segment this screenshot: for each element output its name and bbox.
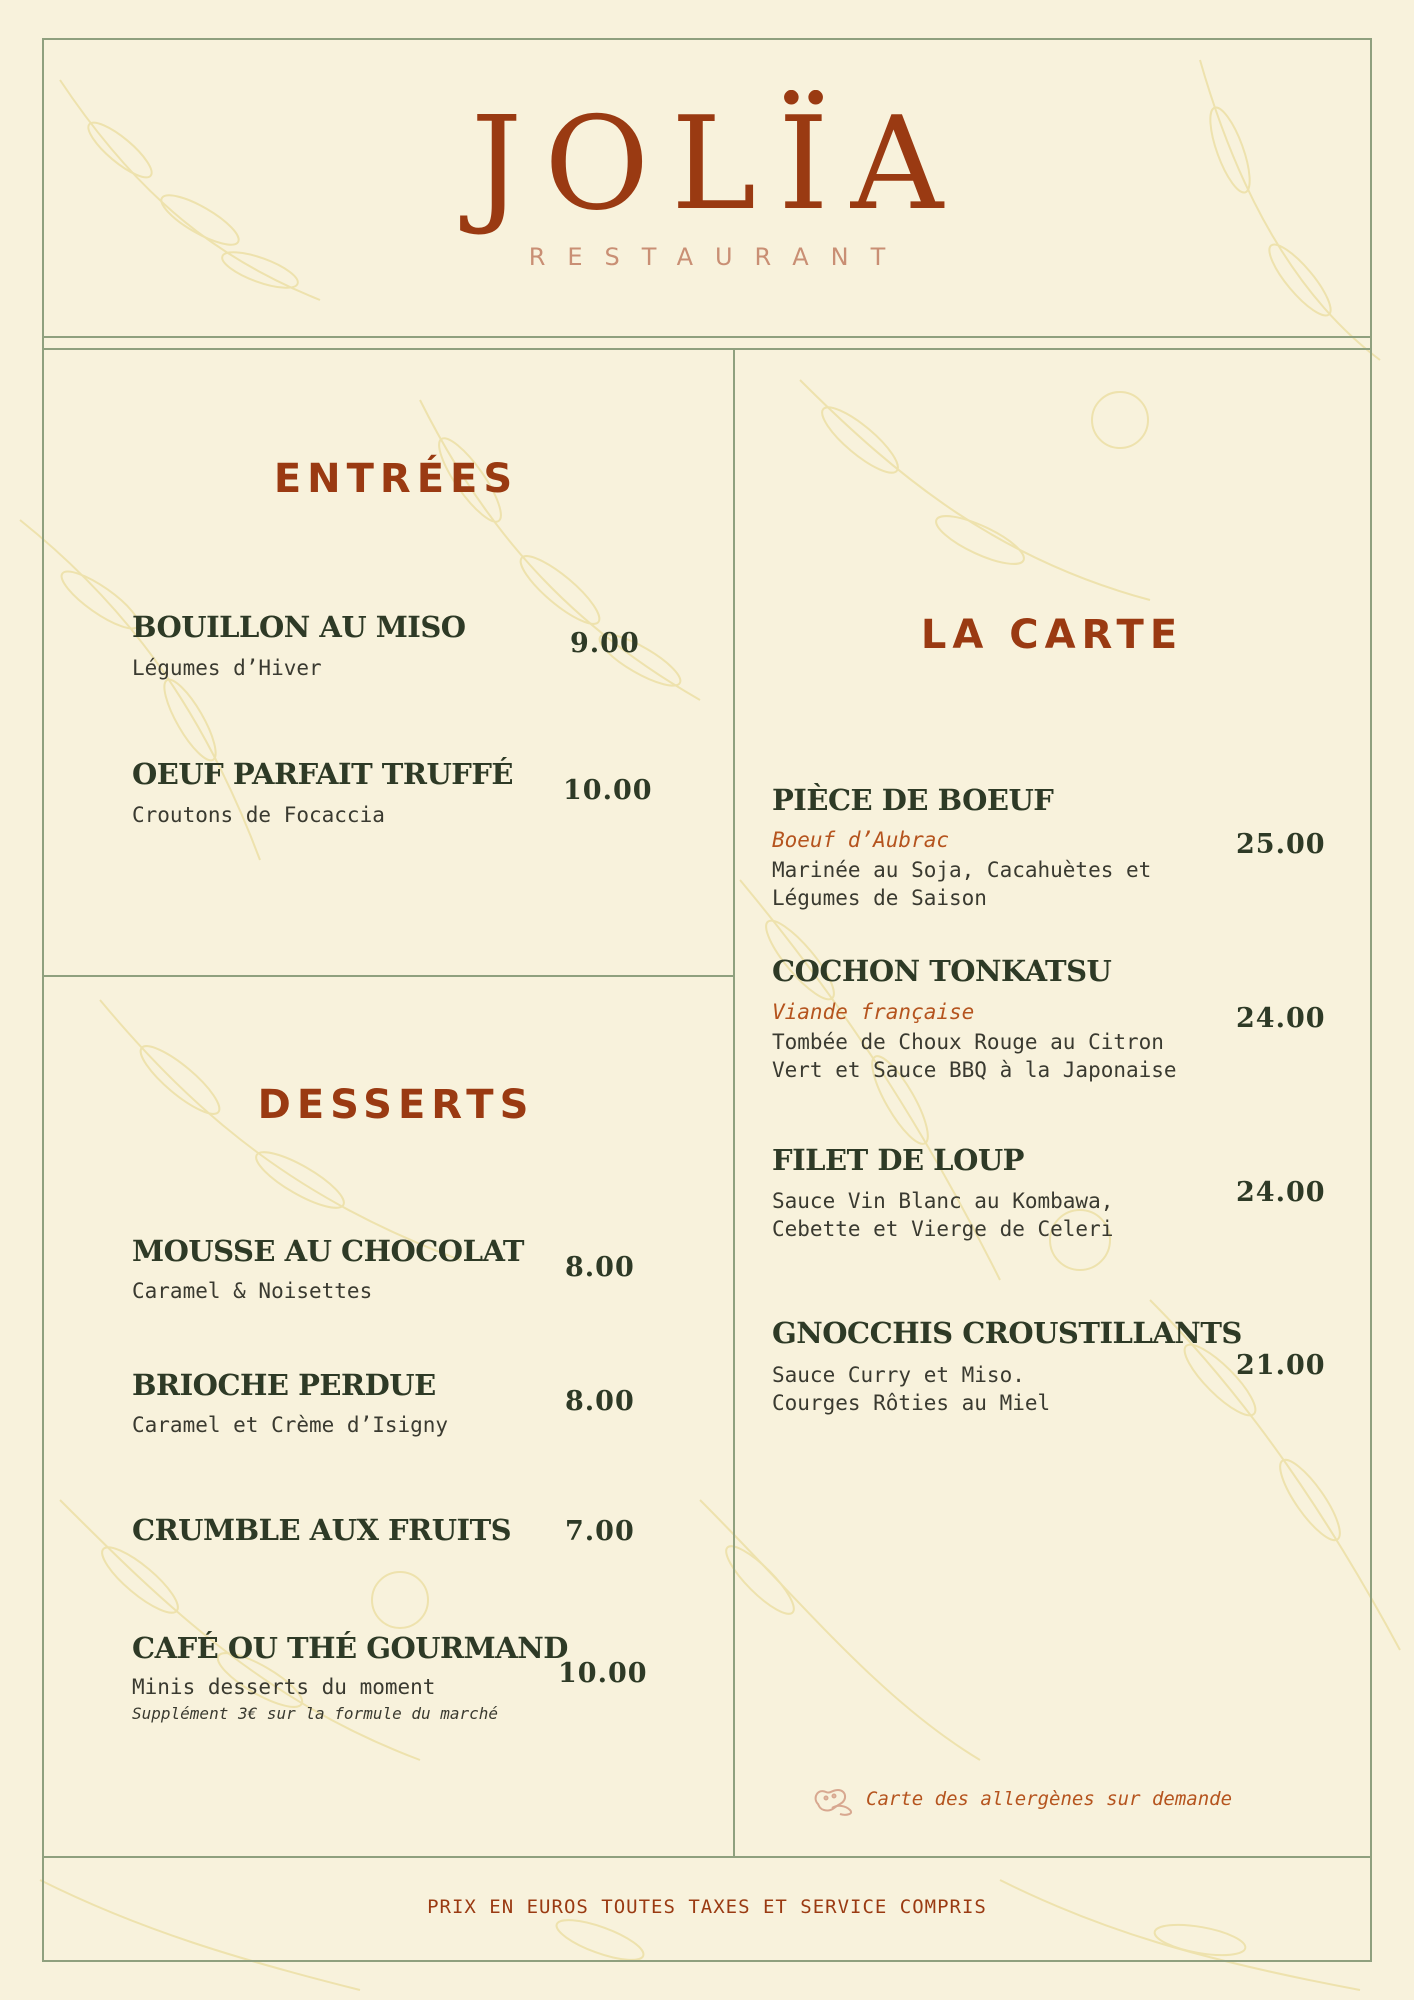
carte-item-description: Marinée au Soja, Cacahuètes et [772, 858, 1152, 882]
carte-title: LA CARTE [920, 612, 1184, 658]
dessert-price: 8.00 [565, 1386, 635, 1417]
dessert-name: CRUMBLE AUX FRUITS [132, 1513, 512, 1547]
frame-top [42, 38, 1372, 40]
carte-item-description: Légumes de Saison [772, 886, 987, 910]
dessert-price: 10.00 [558, 1658, 648, 1689]
carte-item-description: Tombée de Choux Rouge au Citron [772, 1030, 1164, 1054]
entree-price: 9.00 [570, 628, 640, 659]
header-divider-2 [42, 348, 1372, 350]
carte-item-description: Vert et Sauce BBQ à la Japonaise [772, 1058, 1177, 1082]
dessert-price: 8.00 [565, 1252, 635, 1283]
carte-item-name: GNOCCHIS CROUSTILLANTS [772, 1316, 1242, 1350]
footer-divider [42, 1856, 1372, 1858]
frame-left [42, 38, 44, 1962]
carte-item-origin: Viande française [772, 1000, 975, 1024]
carte-item-price: 24.00 [1236, 1003, 1326, 1034]
carte-item-price: 25.00 [1236, 829, 1326, 860]
carte-item-name: FILET DE LOUP [772, 1143, 1024, 1177]
brand-name-text: JOLÏA [470, 90, 966, 239]
dessert-price: 7.00 [565, 1516, 635, 1547]
left-column-divider [42, 975, 734, 977]
carte-item-price: 24.00 [1236, 1177, 1326, 1208]
carte-item-name: COCHON TONKATSU [772, 954, 1112, 988]
header-divider-1 [42, 336, 1372, 338]
carte-item-name: PIÈCE DE BOEUF [772, 783, 1054, 817]
frame-bottom [42, 1960, 1372, 1962]
entree-name: BOUILLON AU MISO [132, 610, 466, 644]
brand-name [470, 90, 966, 239]
dessert-description: Caramel et Crème d’Isigny [132, 1413, 449, 1437]
frame-right [1370, 38, 1372, 1962]
dessert-name: BRIOCHE PERDUE [132, 1368, 436, 1402]
entree-description: Croutons de Focaccia [132, 803, 385, 827]
carte-item-price: 21.00 [1236, 1350, 1326, 1381]
dessert-note: Supplément 3€ sur la formule du marché [132, 1704, 499, 1723]
brand-subtitle: RESTAURANT [528, 243, 908, 271]
entree-name: OEUF PARFAIT TRUFFÉ [132, 757, 514, 791]
dessert-name: CAFÉ OU THÉ GOURMAND [132, 1631, 568, 1665]
brand-logo [0, 90, 1414, 271]
desserts-title: DESSERTS [257, 1082, 535, 1128]
dessert-description: Caramel & Noisettes [132, 1279, 373, 1303]
carte-item-description: Sauce Curry et Miso. [772, 1363, 1025, 1387]
carte-item-description: Courges Rôties au Miel [772, 1391, 1051, 1415]
allergen-text: Carte des allergènes sur demande [866, 1788, 1233, 1810]
dessert-description: Minis desserts du moment [132, 1675, 436, 1699]
peanut-icon [810, 1782, 860, 1816]
carte-item-description: Sauce Vin Blanc au Kombawa, [772, 1189, 1114, 1213]
footer-note: PRIX EN EUROS TOUTES TAXES ET SERVICE COMPRIS [427, 1896, 987, 1918]
carte-item-origin: Boeuf d’Aubrac [772, 828, 950, 852]
entrees-title: ENTRÉES [273, 456, 519, 502]
column-divider [733, 348, 735, 1858]
dessert-name: MOUSSE AU CHOCOLAT [132, 1234, 524, 1268]
carte-item-description: Cebette et Vierge de Celeri [772, 1217, 1114, 1241]
entree-description: Légumes d’Hiver [132, 656, 322, 680]
allergen-note [810, 1782, 1232, 1816]
entree-price: 10.00 [563, 775, 653, 806]
